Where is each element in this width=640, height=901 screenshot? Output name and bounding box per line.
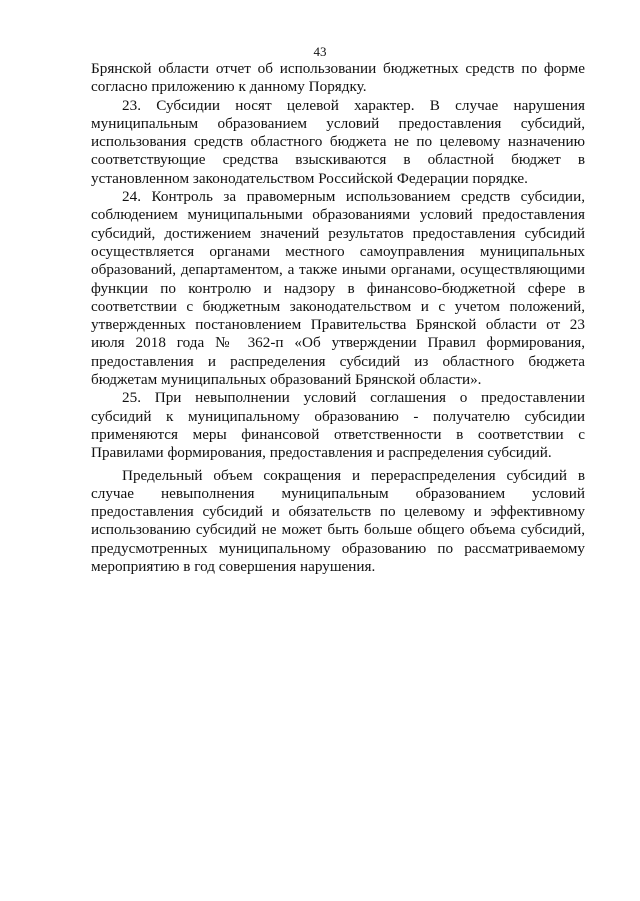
- paragraph-limit: Предельный объем сокращения и перераспределения субсидий в случае невыполнения муниципальным образованием условий предоставления субсидий и обязательств по целевому и эффективному использованию субсидий не может быть больше общего объема субсидий, предусмотренных муниципальному образованию по рассматриваемому мероприятию в год совершения нарушения.: [91, 466, 585, 576]
- page-number: 43: [313, 44, 327, 59]
- paragraph-24: 24. Контроль за правомерным использованием средств субсидии, соблюдением муниципальными образованиями условий предоставления субсидий, достижением значений результатов предоставления субсидий осуществляется органами местного самоуправления муниципальных образований, департаментом, а также иными органами, осуществляющими функции по контролю и надзору в финансово-бюджетной сфере в соответствии с бюджетным законодательством и с учетом положений, утвержденных постановлением Правительства Брянской области от 23 июля 2018 года № 362-п «Об утверждении Правил формирования, предоставления и распределения субсидий из областного бюджета бюджетам муниципальных образований Брянской области».: [91, 188, 585, 389]
- paragraph-continuation: Брянской области отчет об использовании бюджетных средств по форме согласно приложению к данному Порядку.: [91, 60, 585, 96]
- paragraph-23: 23. Субсидии носят целевой характер. В случае нарушения муниципальным образованием условий предоставления субсидий, использования средств областного бюджета не по целевому назначению соответствующие средства взыскиваются в областной бюджет в установленном законодательством Российской Федерации порядке.: [91, 96, 585, 187]
- paragraph-25: 25. При невыполнении условий соглашения о предоставлении субсидий к муниципальному образованию - получателю субсидии применяются меры финансовой ответственности в соответствии с Правилами формирования, предоставления и распределения субсидий.: [91, 389, 585, 462]
- document-body: [91, 60, 585, 576]
